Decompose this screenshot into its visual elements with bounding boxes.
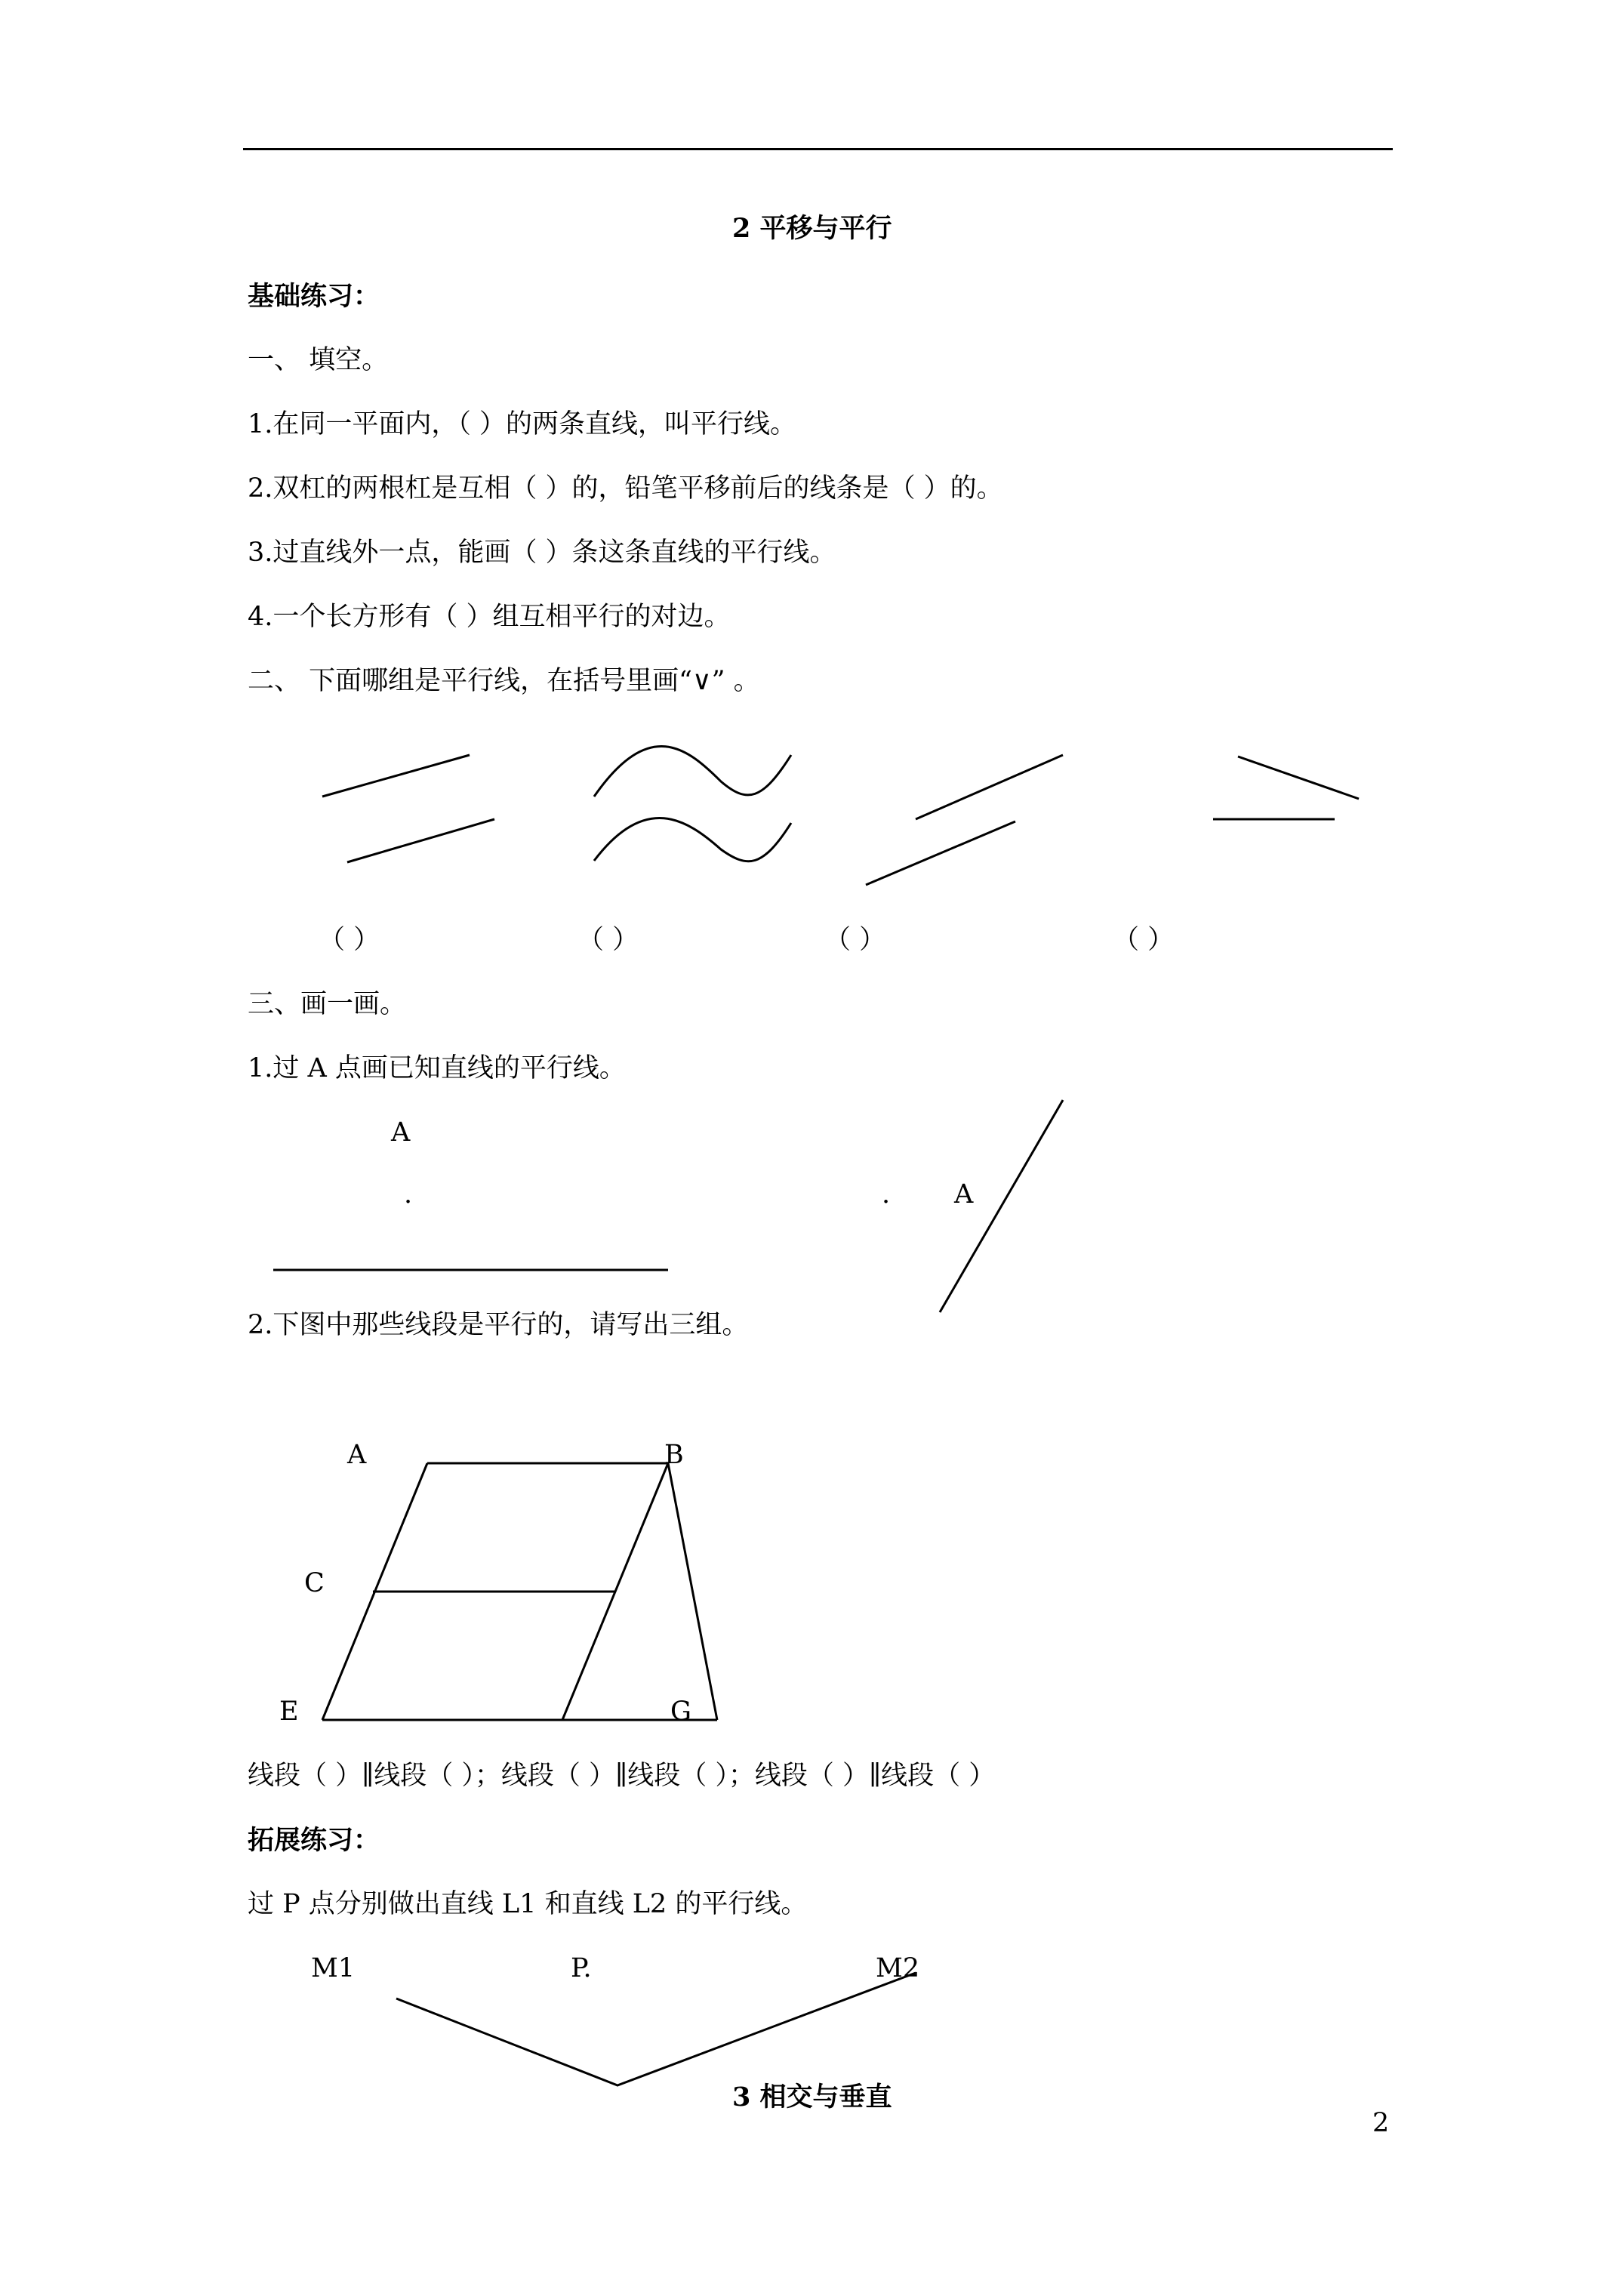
label-m1: M1: [311, 1953, 356, 1983]
bracket-3[interactable]: （ ）: [824, 925, 886, 955]
fig-label-a: A: [347, 1440, 367, 1470]
fig-label-b: B: [664, 1440, 684, 1470]
label-point-a-1: A: [391, 1117, 411, 1148]
label-point-a-2: A: [954, 1179, 974, 1210]
part1-heading: 一、 填空。: [248, 345, 389, 375]
fig3-line-top: [916, 755, 1063, 819]
next-section-title: 3 相交与垂直: [732, 2082, 892, 2113]
fig2-wave-bottom: [594, 818, 791, 861]
point-a-1: .: [404, 1179, 413, 1210]
fig-label-e: E: [279, 1697, 299, 1727]
question-1-1: 1.在同一平面内，（ ）的两条直线，叫平行线。: [248, 409, 797, 439]
question-1-2: 2.双杠的两根杠是互相（ ）的，铅笔平移前后的线条是（ ）的。: [248, 473, 1003, 504]
question-3-1: 1.过 A 点画已知直线的平行线。: [248, 1053, 626, 1083]
question-1-4: 4.一个长方形有（ ）组互相平行的对边。: [248, 602, 731, 632]
part2-heading: 二、 下面哪组是平行线，在括号里画“∨” 。: [248, 666, 760, 696]
page-number: 2: [1372, 2108, 1390, 2138]
section-ext-heading: 拓展练习：: [248, 1825, 380, 1856]
question-1-3: 3.过直线外一点，能画（ ）条这条直线的平行线。: [248, 538, 836, 568]
label-p: P.: [571, 1953, 592, 1983]
fig1-line-top: [322, 755, 470, 797]
point-a-2: .: [882, 1179, 891, 1210]
bracket-1[interactable]: （ ）: [319, 925, 380, 955]
part3-heading: 三、画一画。: [248, 989, 407, 1019]
question-3-2: 2.下图中那些线段是平行的，请写出三组。: [248, 1310, 749, 1340]
ext-question: 过 P 点分别做出直线 L1 和直线 L2 的平行线。: [248, 1889, 808, 1919]
lines-l1-l2: [396, 1973, 916, 2085]
fig1-line-bottom: [347, 819, 494, 862]
segment-bg: [668, 1463, 717, 1720]
section-basic-heading: 基础练习：: [248, 281, 380, 312]
fig-label-g: G: [670, 1697, 691, 1727]
fig4-line-slant: [1238, 757, 1359, 799]
fig2-wave-top: [594, 747, 791, 797]
fig-label-c: C: [304, 1568, 325, 1598]
bracket-2[interactable]: （ ）: [577, 925, 639, 955]
fig3-line-bottom: [866, 821, 1015, 885]
answer-line: 线段（ ）∥线段（ ）；线段（ ）∥线段（ ）；线段（ ）∥线段（ ）: [248, 1761, 996, 1791]
bracket-4[interactable]: （ ）: [1113, 925, 1175, 955]
label-m2: M2: [876, 1953, 920, 1983]
page-title: 2 平移与平行: [732, 213, 892, 244]
